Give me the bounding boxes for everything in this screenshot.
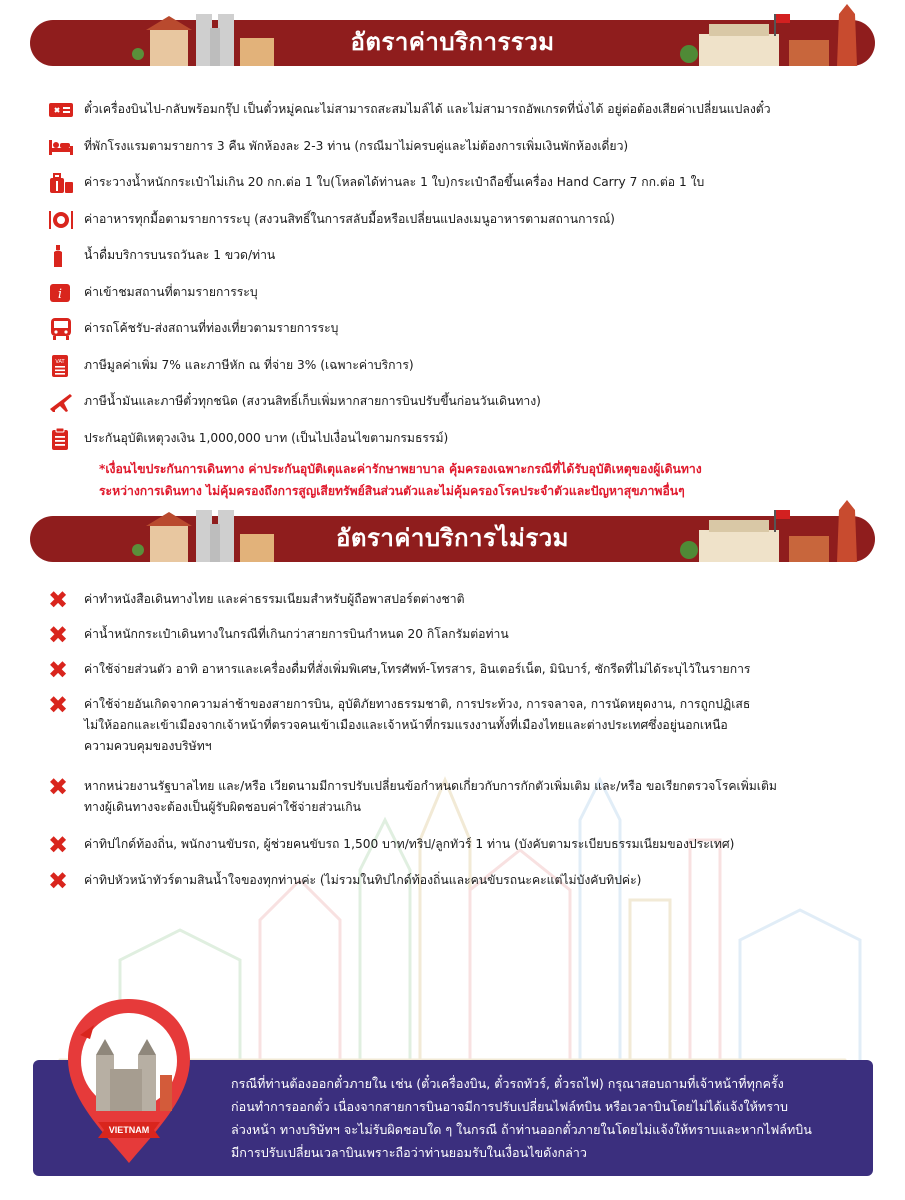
bed-icon [48,134,84,160]
excluded-item-line: ทางผู้เดินทางจะต้องเป็นผู้รับผิดชอบค่าใช้จ่ายส่วนเกิน [84,800,361,814]
included-list [48,97,868,462]
included-item [48,170,868,207]
included-item [48,243,868,280]
vietnam-map-pin-illustration [60,995,198,1167]
excluded-item [48,774,868,832]
included-item-text: ค่าเข้าชมสถานที่ตามรายการระบุ [84,284,258,299]
included-item [48,353,868,390]
included-item [48,316,868,353]
included-item [48,389,868,426]
info-icon [48,280,84,306]
included-title: อัตราค่าบริการรวม [350,29,555,56]
clipboard-icon [48,426,84,452]
included-item-text: ค่ารถโค้ชรับ-ส่งสถานที่ท่องเที่ยวตามรายการระบุ [84,321,339,335]
cross-icon: ✖ [48,867,69,895]
insurance-note-line: ระหว่างการเดินทาง ไม่คุ้มครองถึงการสูญเสียทรัพย์สินส่วนตัวและไม่คุ้มครองโรคประจำตัวและปัญหาสุขภาพอื่นๆ [99,484,685,498]
included-item-text: ภาษีมูลค่าเพิ่ม 7% และภาษีหัก ณ ที่จ่าย 3% (เฉพาะค่าบริการ) [84,357,414,372]
cross-icon: ✖ [48,621,69,649]
included-item-text: ตั๋วเครื่องบินไป-กลับพร้อมกรุ๊ป เป็นตั๋วหมู่คณะไม่สามารถสะสมไมล์ได้ และไม่สามารถอัพเกรดที่นั่งได้ อยู่ต่อต้องเสียค่าเปลี่ยนแปลงตั๋ว [84,102,771,116]
ticket-warning-text [231,1072,861,1164]
included-item [48,426,868,463]
excluded-item-line: ค่าทิปไกด์ท้องถิ่น, พนักงานขับรถ, ผู้ช่วยคนขับรถ 1,500 บาท/ทริป/ลูกทัวร์ 1 ท่าน (บังคับตามระเบียบธรรมเนียมของประเทศ) [84,837,735,851]
ticket-warning-line: ล่วงหน้า ทางบริษัทฯ จะไม่รับผิดชอบใด ๆ ในกรณี ถ้าท่านออกตั๋วภายในโดยไม่แจ้งให้ทราบและหากไฟล์ทบิน [231,1122,812,1137]
ticket-warning-line: ก่อนทำการออกตั๋ว เนื่องจากสายการบินอาจมีการปรับเปลี่ยนไฟล์ทบิน หรือเวลาบินโดยไม่ได้แจ้งให้ทราบ [231,1099,789,1114]
bus-icon [48,316,84,342]
excluded-item-text [84,692,750,757]
excluded-item-text [84,587,464,609]
excluded-item-line: หากหน่วยงานรัฐบาลไทย และ/หรือ เวียดนามมีการปรับเปลี่ยนข้อกำหนดเกี่ยวกับการกักตัวเพิ่มเติม และ/หรือ ขอเรียกตรวจโรคเพิ่มเติม [84,779,777,793]
included-item [48,134,868,171]
insurance-note [99,458,859,502]
pagoda-illustration-right [679,500,869,562]
excluded-banner [30,516,875,562]
included-item-text: ที่พักโรงแรมตามรายการ 3 คืน พักห้องละ 2-3 ท่าน (กรณีมาไม่ครบคู่และไม่ต้องการเพิ่มเงินพักห้องเดี่ยว) [84,138,629,153]
included-item-text: น้ำดื่มบริการบนรถวันละ 1 ขวด/ท่าน [84,248,276,262]
vietnam-badge-label: VIETNAM [108,1125,150,1135]
svg-text:VAT: VAT [55,358,65,365]
excluded-item [48,587,868,622]
ticket-warning-line: กรณีที่ท่านต้องออกตั๋วภายใน เช่น (ตั๋วเครื่องบิน, ตั๋วรถทัวร์, ตั๋วรถไฟ) กรุณาสอบถามที่เจ้าหน้าที่ทุกครั้ง [231,1076,784,1091]
excluded-item-line: ค่าทิปหัวหน้าทัวร์ตามสินน้ำใจของทุกท่านค่ะ (ไม่รวมในทิปไกด์ท้องถิ่นและคนขับรถนะคะแต่ไม่บังคับทิปค่ะ) [84,873,642,887]
excluded-item-text [84,868,641,890]
excluded-item [48,692,868,774]
cross-icon: ✖ [48,656,69,684]
excluded-item-line: ค่าใช้จ่ายส่วนตัว อาทิ อาหารและเครื่องดื่มที่สั่งเพิ่มพิเศษ,โทรศัพท์-โทรสาร, อินเตอร์เน็ต, มินิบาร์, ซักรีดที่ไม่ได้ระบุไว้ในรายการ [84,662,751,676]
included-item [48,280,868,317]
ticket-warning-line: มีการปรับเปลี่ยนเวลาบินเพราะถือว่าท่านยอมรับในเงื่อนไขดังกล่าว [231,1145,587,1160]
excluded-list [48,587,868,904]
included-item [48,97,868,134]
svg-text:i: i [57,286,63,302]
insurance-note-line: *เงื่อนไขประกันการเดินทาง ค่าประกันอุบัติเตุและค่ารักษาพยาบาล คุ้มครองเฉพาะกรณีที่ได้รับอุบัติเหตุของผู้เดินทาง [99,462,702,476]
included-item-text: ค่าอาหารทุกมื้อตามรายการระบุ (สงวนสิทธิ์ในการสลับมื้อหรือเปลี่ยนแปลงเมนูอาหารตามสถานการณ์) [84,211,615,226]
pagoda-illustration-right [679,4,869,66]
excluded-item-text [84,657,750,679]
meal-icon [48,207,84,233]
bottle-icon [48,243,84,269]
excluded-item-line: ความควบคุมของบริษัทฯ [84,739,212,753]
excluded-item-line: ค่าทำหนังสือเดินทางไทย และค่าธรรมเนียมสำหรับผู้ถือพาสปอร์ตต่างชาติ [84,592,465,606]
excluded-item-text [84,832,734,854]
cross-icon: ✖ [48,691,69,719]
excluded-item-line: ไม่ให้ออกและเข้าเมืองจากเจ้าหน้าที่ตรวจคนเข้าเมืองและเจ้าหน้าที่กรมแรงงานทั้งที่เมืองไทยและต่างประเทศซึ่งอยู่นอกเหนือ [84,718,728,732]
cross-icon: ✖ [48,773,69,801]
luggage-icon [48,170,84,196]
included-item-text: ประกันอุบัติเหตุวงเงิน 1,000,000 บาท (เป็นไปเงื่อนไขตามกรมธรรม์) [84,430,449,445]
excluded-item-line: ค่าน้ำหนักกระเป๋าเดินทางในกรณีที่เกินกว่าสายการบินกำหนด 20 กิโลกรัมต่อท่าน [84,627,509,641]
cross-icon: ✖ [48,831,69,859]
excluded-item-text [84,774,777,818]
plane-icon [48,389,84,415]
included-item [48,207,868,244]
excluded-item [48,832,868,868]
included-banner [30,20,875,66]
excluded-item [48,622,868,657]
cross-icon: ✖ [48,586,69,614]
excluded-item-line: ค่าใช้จ่ายอันเกิดจากความล่าช้าของสายการบิน, อุบัติภัยทางธรรมชาติ, การประท้วง, การจลาจล, การนัดหยุดงาน, การถูกปฏิเสธ [84,697,751,711]
excluded-item [48,868,868,904]
vat-icon [48,353,84,379]
excluded-item-text [84,622,509,644]
included-item-text: ค่าระวางน้ำหนักกระเป๋าไม่เกิน 20 กก.ต่อ 1 ใบ(โหลดได้ท่านละ 1 ใบ)กระเป๋าถือขึ้นเครื่อง Hand Carry 7 กก.ต่อ 1 ใบ [84,175,705,189]
included-item-text: ภาษีน้ำมันและภาษีตั๋วทุกชนิด (สงวนสิทธิ์เก็บเพิ่มหากสายการบินปรับขึ้นก่อนวันเดินทาง) [84,394,541,408]
excluded-item [48,657,868,692]
ticket-icon [48,97,84,123]
excluded-title: อัตราค่าบริการไม่รวม [336,525,569,552]
